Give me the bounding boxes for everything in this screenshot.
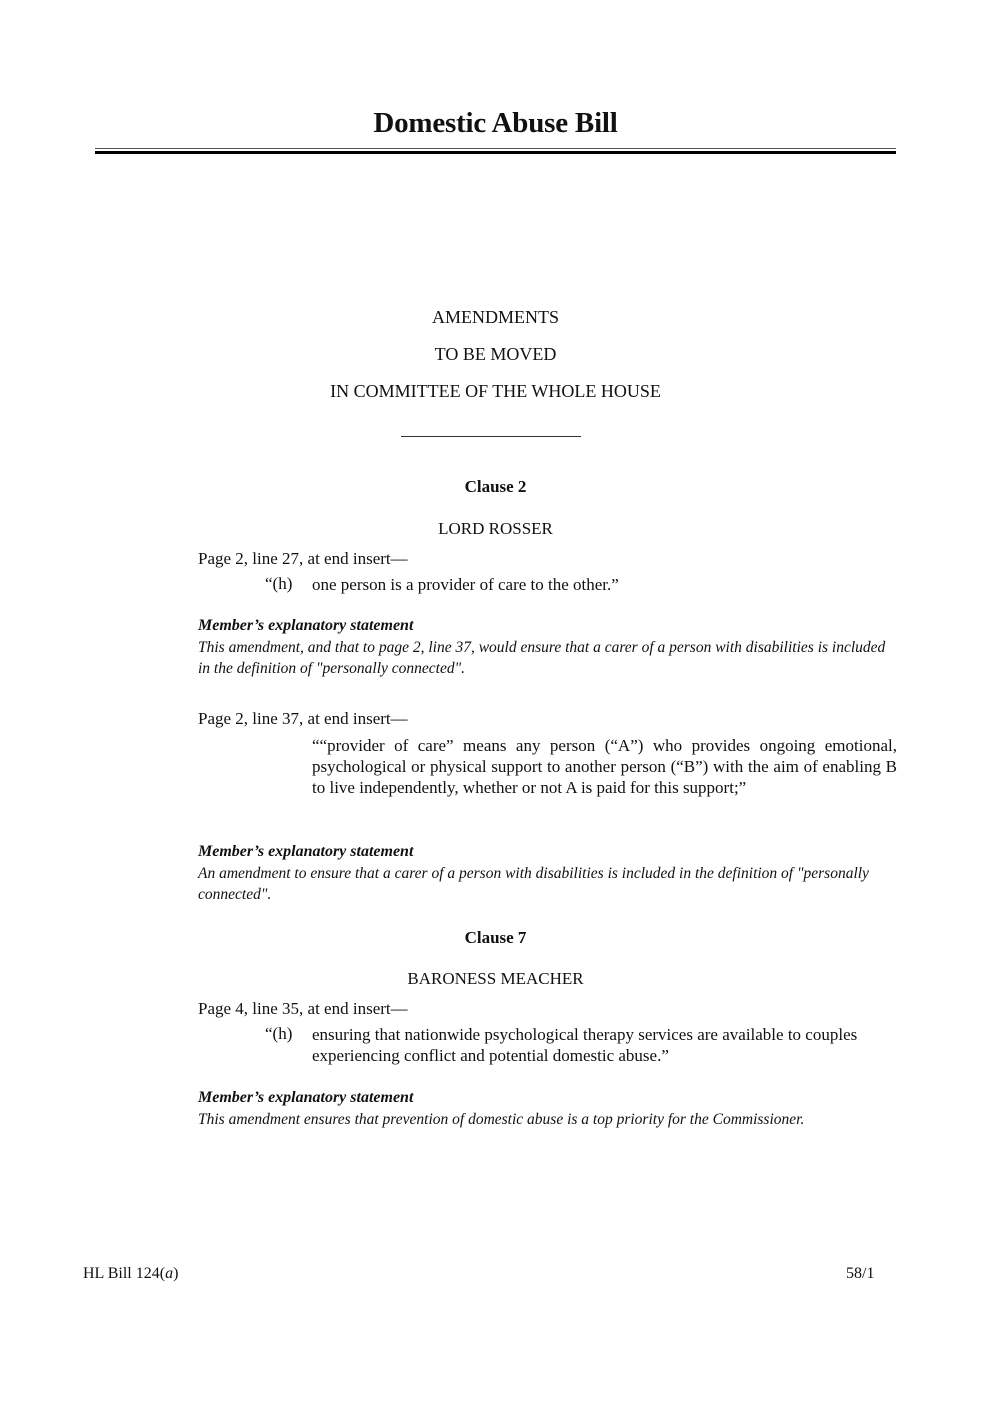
title-rule-thin (95, 148, 896, 149)
paragraph-text: one person is a provider of care to the other.” (312, 575, 619, 594)
heading-to-be-moved: TO BE MOVED (434, 344, 557, 364)
heading-amendments: AMENDMENTS (431, 307, 559, 327)
paragraph-label: “(h) (265, 574, 293, 593)
bill-reference-italic: a (165, 1265, 174, 1282)
document-title: Domestic Abuse Bill (373, 107, 618, 139)
heading-committee: IN COMMITTEE OF THE WHOLE HOUSE (330, 381, 661, 401)
bill-reference-prefix: HL Bill 124( (83, 1265, 166, 1282)
explanatory-statement-text: This amendment, and that to page 2, line 37, would ensure that a carer of a person with disabilities is included in the definition of "personally connected". (198, 639, 886, 677)
heading-divider (401, 436, 581, 437)
explanatory-statement-text: This amendment ensures that prevention of domestic abuse is a top priority for the Commissioner. (198, 1111, 805, 1128)
paragraph-text: ensuring that nationwide psychological therapy services are available to couples experiencing conflict and potential domestic abuse.” (312, 1025, 858, 1065)
title-rule-thick (95, 151, 896, 154)
explanatory-statement-heading: Member’s explanatory statement (198, 843, 414, 860)
bill-reference (83, 1265, 178, 1283)
explanatory-statement-text: An amendment to ensure that a carer of a person with disabilities is included in the definition of "personally connected". (198, 865, 869, 903)
amendment-location: Page 4, line 35, at end insert— (198, 999, 408, 1018)
page-reference: 58/1 (846, 1265, 875, 1282)
clause-heading: Clause 2 (464, 477, 527, 496)
bill-reference-suffix: ) (173, 1265, 179, 1282)
amendment-location: Page 2, line 27, at end insert— (198, 549, 408, 568)
member-name: LORD ROSSER (438, 519, 553, 538)
member-name: BARONESS MEACHER (407, 969, 584, 988)
explanatory-statement-heading: Member’s explanatory statement (198, 1089, 414, 1106)
inserted-definition-text: ““provider of care” means any person (“A”) who provides ongoing emotional, psychological or physical support to another person (“B”) with the aim of enabling B to live independently, whether or not A is paid for this support;” (312, 736, 897, 797)
explanatory-statement-heading: Member’s explanatory statement (198, 617, 414, 634)
clause-heading: Clause 7 (464, 928, 527, 947)
paragraph-label: “(h) (265, 1024, 293, 1043)
amendment-location: Page 2, line 37, at end insert— (198, 709, 408, 728)
